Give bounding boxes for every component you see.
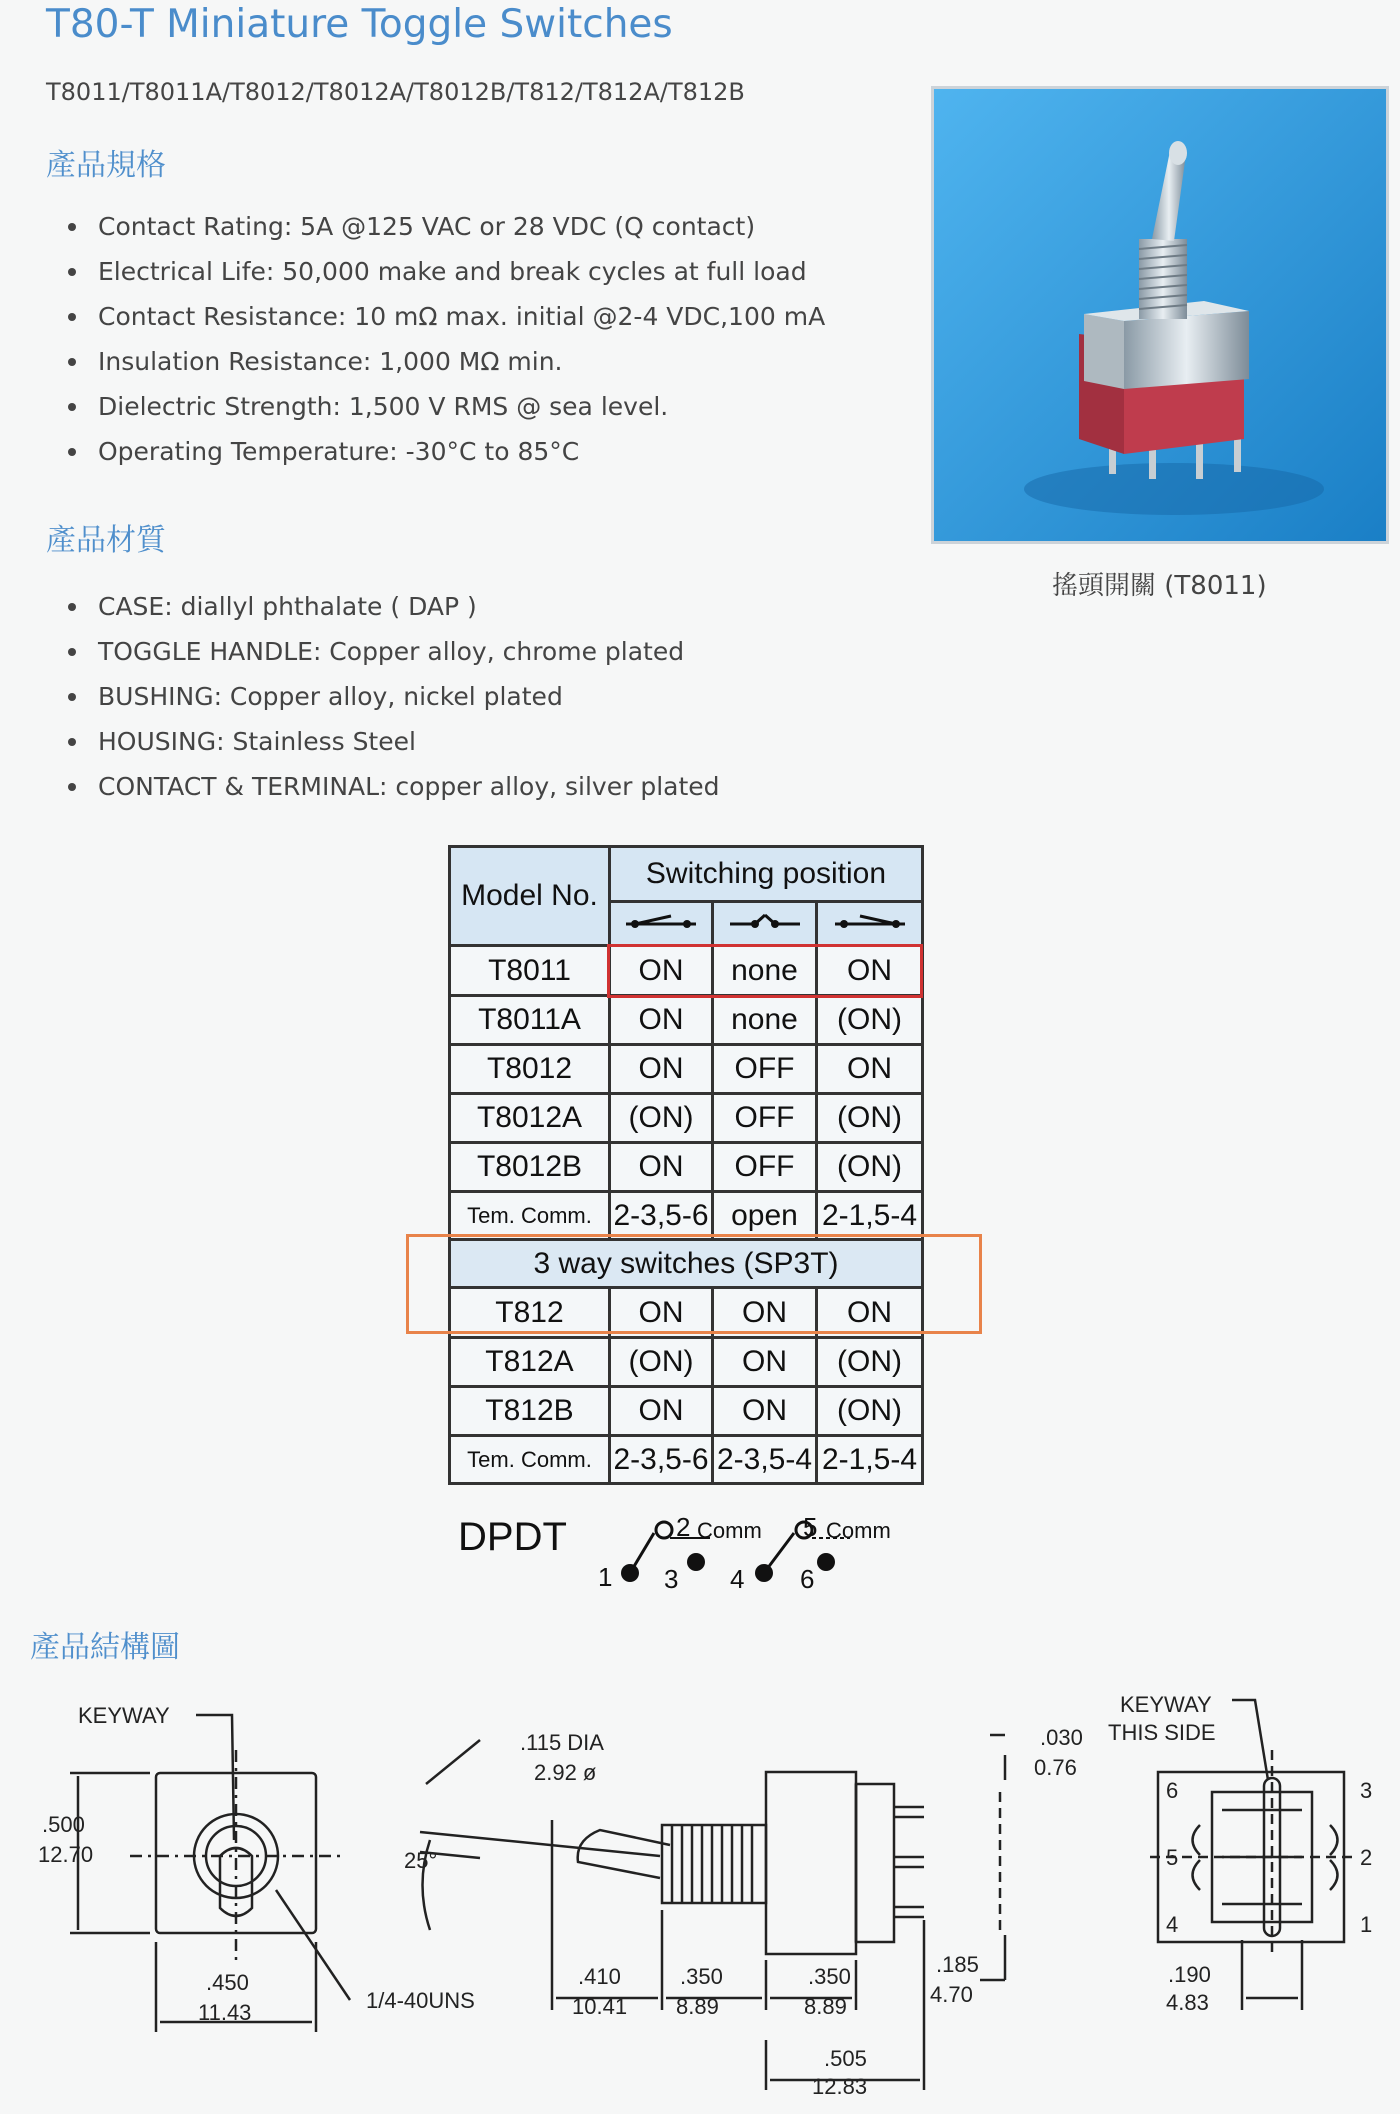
dim-500: .500: [42, 1812, 85, 1837]
angle-label: 25°: [404, 1848, 438, 1873]
spec-item: Dielectric Strength: 1,500 V RMS @ sea level.: [46, 384, 825, 429]
thread-label: 1/4-40UNS: [366, 1988, 475, 2013]
product-photo: [931, 86, 1389, 544]
keyway-label: KEYWAY: [78, 1703, 170, 1728]
dim-1041: 10.41: [572, 1994, 628, 2019]
dia-mm-label: 2.92 ø: [534, 1760, 597, 1785]
t8011-highlight-box: [607, 944, 923, 998]
pin-6-bottom-label: 6: [1166, 1778, 1179, 1803]
dim-889a: 8.89: [676, 1994, 719, 2019]
position-cell: (ON): [817, 996, 923, 1045]
position-cell: OFF: [713, 1045, 817, 1094]
position-cell: ON: [610, 1143, 713, 1192]
pin-4-label: 4: [730, 1564, 745, 1594]
model-cell: T8012A: [450, 1094, 610, 1143]
materials-heading: 產品材質: [46, 523, 166, 558]
switch-position-left-icon: [610, 901, 713, 945]
position-cell: OFF: [713, 1094, 817, 1143]
pin-5-bottom-label: 5: [1166, 1845, 1179, 1870]
terminal-cell: 2-1,5-4: [817, 1436, 923, 1484]
spec-item: Electrical Life: 50,000 make and break cycles at full load: [46, 249, 825, 294]
terminal-cell: 2-3,5-4: [713, 1436, 817, 1484]
terminal-common-label: Tem. Comm.: [450, 1436, 610, 1484]
material-item: BUSHING: Copper alloy, nickel plated: [46, 674, 720, 719]
pin-2-label: 2: [676, 1512, 691, 1542]
page-title: T80-T Miniature Toggle Switches: [46, 2, 673, 47]
dia-label: .115 DIA: [520, 1730, 604, 1755]
pin-1-label: 1: [598, 1562, 613, 1592]
materials-list: [46, 584, 720, 809]
dim-030: .030: [1040, 1725, 1083, 1750]
terminal-cell: 2-3,5-6: [610, 1436, 713, 1484]
pin-5-label: 5: [803, 1512, 818, 1542]
specs-heading: 產品規格: [46, 148, 166, 183]
spec-item: Operating Temperature: -30°C to 85°C: [46, 429, 825, 474]
position-cell: (ON): [817, 1143, 923, 1192]
spec-item: Contact Resistance: 10 mΩ max. initial @2-4 VDC,100 mA: [46, 294, 825, 339]
model-cell: T812: [450, 1288, 610, 1338]
position-cell: ON: [713, 1338, 817, 1387]
model-cell: T812B: [450, 1387, 610, 1436]
terminal-cell: 2-3,5-6: [610, 1192, 713, 1240]
pin-4-bottom-label: 4: [1166, 1912, 1179, 1937]
model-cell: T812A: [450, 1338, 610, 1387]
material-item: CONTACT & TERMINAL: copper alloy, silver plated: [46, 764, 720, 809]
position-cell: ON: [610, 1288, 713, 1338]
model-cell: T8012B: [450, 1143, 610, 1192]
dim-410: .410: [578, 1964, 621, 1989]
photo-caption: 搖頭開關 (T8011): [1052, 571, 1267, 601]
position-cell: ON: [713, 1288, 817, 1338]
pin-1-bottom-label: 1: [1360, 1912, 1373, 1937]
dim-889b: 8.89: [804, 1994, 847, 2019]
specs-list: [46, 204, 825, 474]
spec-item: Contact Rating: 5A @125 VAC or 28 VDC (Q contact): [46, 204, 825, 249]
terminal-common-label: Tem. Comm.: [450, 1192, 610, 1240]
model-list: T8011/T8011A/T8012/T8012A/T8012B/T812/T812A/T812B: [46, 78, 745, 106]
dim-1143: 11.43: [198, 2000, 252, 2025]
model-cell: T8012: [450, 1045, 610, 1094]
dim-450: .450: [206, 1970, 249, 1995]
position-cell: none: [713, 996, 817, 1045]
comm-label-2: Comm: [826, 1518, 891, 1543]
position-cell: ON: [713, 1387, 817, 1436]
position-cell: (ON): [817, 1338, 923, 1387]
position-cell: ON: [817, 946, 923, 996]
dim-1283: 12.83: [812, 2074, 868, 2099]
switching-table: [448, 845, 924, 1485]
position-cell: (ON): [610, 1094, 713, 1143]
dim-350b: .350: [808, 1964, 851, 1989]
material-item: HOUSING: Stainless Steel: [46, 719, 720, 764]
dim-470: 4.70: [930, 1982, 973, 2007]
keyway-side-label-2: THIS SIDE: [1108, 1720, 1216, 1745]
pin-3-label: 3: [664, 1564, 679, 1594]
dim-1270: 12.70: [38, 1842, 94, 1867]
dim-076: 0.76: [1034, 1755, 1077, 1780]
switch-position-right-icon: [817, 901, 923, 945]
position-cell: (ON): [817, 1387, 923, 1436]
dpdt-label: DPDT: [458, 1515, 567, 1559]
model-header: Model No.: [450, 847, 610, 946]
dim-505: .505: [824, 2046, 867, 2071]
position-cell: ON: [610, 946, 713, 996]
dim-483: 4.83: [1166, 1990, 1209, 2015]
dim-350a: .350: [680, 1964, 723, 1989]
toggle-switch-image: [934, 89, 1386, 541]
switch-position-center-icon: [713, 901, 817, 945]
position-cell: ON: [817, 1045, 923, 1094]
terminal-cell: 2-1,5-4: [817, 1192, 923, 1240]
position-cell: ON: [610, 1387, 713, 1436]
pin-3-bottom-label: 3: [1360, 1778, 1373, 1803]
switch-header: Switching position: [610, 847, 923, 902]
position-cell: (ON): [610, 1338, 713, 1387]
material-item: TOGGLE HANDLE: Copper alloy, chrome plated: [46, 629, 720, 674]
dim-185: .185: [936, 1952, 979, 1977]
sp3t-subheader: 3 way switches (SP3T): [450, 1240, 923, 1288]
material-item: CASE: diallyl phthalate ( DAP ): [46, 584, 720, 629]
comm-label-1: Comm: [697, 1518, 762, 1543]
pin-2-bottom-label: 2: [1360, 1845, 1373, 1870]
structure-heading: 產品結構圖: [30, 1630, 180, 1665]
dim-190: .190: [1168, 1962, 1211, 1987]
model-cell: T8011: [450, 946, 610, 996]
keyway-side-label-1: KEYWAY: [1120, 1692, 1212, 1717]
terminal-cell: open: [713, 1192, 817, 1240]
position-cell: ON: [817, 1288, 923, 1338]
position-cell: ON: [610, 1045, 713, 1094]
position-cell: OFF: [713, 1143, 817, 1192]
pin-6-label: 6: [800, 1564, 815, 1594]
model-cell: T8011A: [450, 996, 610, 1045]
position-cell: (ON): [817, 1094, 923, 1143]
position-cell: none: [713, 946, 817, 996]
position-cell: ON: [610, 996, 713, 1045]
sp3t-highlight-box: [406, 1234, 982, 1334]
spec-item: Insulation Resistance: 1,000 MΩ min.: [46, 339, 825, 384]
